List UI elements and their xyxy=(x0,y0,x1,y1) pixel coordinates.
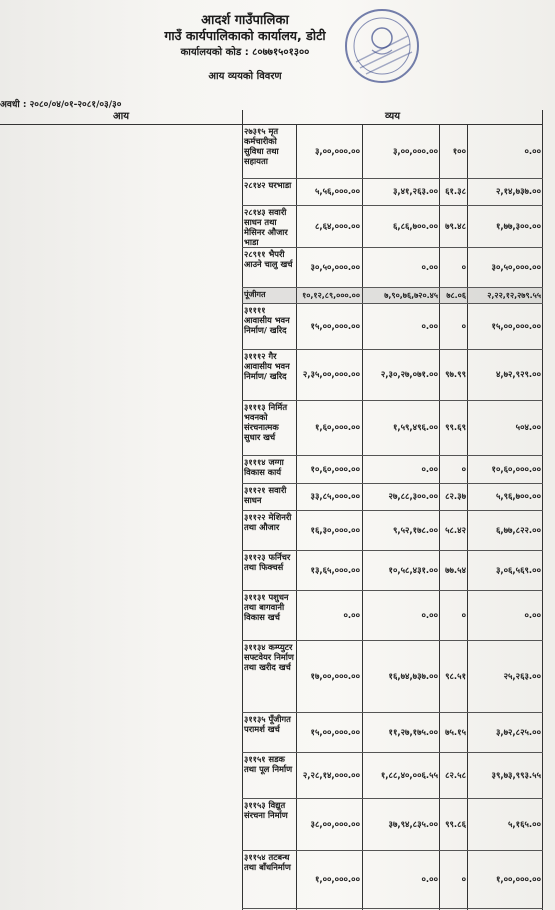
row-percent: ७८.०६ xyxy=(446,290,466,300)
row-expense: १६,७४,७३७.०० xyxy=(388,671,438,682)
row-expense: ०.०० xyxy=(421,321,438,332)
row-label: ३११३४ कम्प्युटर सफ्टवेयर निर्माण तथा खरीद खर्च xyxy=(244,642,294,672)
table-row xyxy=(242,205,543,248)
row-expense: ०.०० xyxy=(421,874,438,885)
row-remaining: १५,००,०००.०० xyxy=(491,321,541,332)
row-expense: ३७,९४,८३५.०० xyxy=(388,819,438,830)
row-expense: ९,५२,१७८.०० xyxy=(392,525,438,536)
table-row xyxy=(242,124,543,179)
row-label: ३११२१ सवारी साधन xyxy=(244,485,287,505)
row-label: ३१११४ जग्गा विकास कार्य xyxy=(244,457,284,477)
row-percent: ५८.४२ xyxy=(445,525,466,536)
row-budget: १०,६०,०००.०० xyxy=(310,464,360,475)
row-budget: ३०,५०,०००.०० xyxy=(310,262,360,273)
row-remaining: ०.०० xyxy=(524,610,541,621)
row-remaining: ४,७२,९२९.०० xyxy=(495,370,541,380)
office-seal-stamp xyxy=(342,6,422,86)
row-percent: ० xyxy=(461,321,466,332)
table-row xyxy=(242,349,543,401)
table-row xyxy=(242,247,543,288)
row-budget: २,३५,००,०००.०० xyxy=(302,370,360,380)
row-label: २८१४२ घरभाडा xyxy=(244,180,292,190)
table-row xyxy=(242,752,543,799)
table-row xyxy=(242,850,543,909)
row-label: ३१११२ गैर आवासीय भवन निर्माण/ खरिद xyxy=(244,351,290,381)
row-remaining: ३,०६,५६९.०० xyxy=(495,565,541,576)
row-percent: ८२.३७ xyxy=(445,492,466,502)
row-percent: ७५.१५ xyxy=(445,727,466,738)
document-header xyxy=(0,0,555,95)
row-expense: ११,२७,१७५.०० xyxy=(388,727,438,738)
table-row xyxy=(242,550,543,591)
row-budget: १,००,०००.०० xyxy=(314,874,360,885)
row-expense: ७,९०,७६,७२०.४५ xyxy=(384,290,438,300)
row-remaining: २५,२६३.०० xyxy=(503,671,541,682)
row-percent: ९९.८६ xyxy=(445,819,466,830)
row-budget: २,२८,१४,०००.०० xyxy=(302,770,360,781)
report-period: अवधी : २०८०/०४/०१-२०८१/०३/३० xyxy=(0,100,122,110)
row-budget: १६,३०,०००.०० xyxy=(310,525,360,536)
row-expense: १,५९,४९६.०० xyxy=(392,423,438,433)
row-label: २७३१५ मृत कर्मचारीको सुविधा तथा सहायता xyxy=(244,126,279,166)
table-row xyxy=(242,303,543,350)
expenditure-column-header: व्यय xyxy=(242,110,543,125)
row-budget: ०.०० xyxy=(343,610,360,621)
row-remaining: ५,९६,७००.०० xyxy=(495,492,541,502)
table-row xyxy=(242,178,543,206)
table-row xyxy=(242,590,543,641)
office-name: गाउँ कार्यपालिकाको कार्यालय, डोटी xyxy=(164,28,326,43)
row-remaining: २,१४,७३७.०० xyxy=(495,187,541,197)
row-remaining: ३९,७३,९९३.५५ xyxy=(491,770,541,781)
row-label: २८९११ भैपरी आउने चालु खर्च xyxy=(244,249,293,269)
row-label: ३११२२ मेशिनरी तथा औजार xyxy=(244,512,292,532)
row-budget: ३८,००,०००.०० xyxy=(310,819,360,830)
row-budget: ८,६४,०००.०० xyxy=(314,221,360,232)
row-remaining: ६,७७,८२२.०० xyxy=(495,525,541,536)
row-expense: ०.०० xyxy=(421,262,438,273)
income-expenditure-table xyxy=(0,110,543,910)
row-expense: ३,००,०००.०० xyxy=(392,146,438,157)
row-percent: ८२.५८ xyxy=(445,770,466,781)
row-expense: ३,४१,२६३.०० xyxy=(392,187,438,197)
row-percent: ९८.५१ xyxy=(445,671,466,682)
row-budget: १३,६५,०००.०० xyxy=(310,565,360,576)
table-row-capital-total xyxy=(242,287,543,304)
row-label: ३११३१ पशुधन तथा बागवानी विकास खर्च xyxy=(244,592,289,622)
row-label: ३११३५ पूँजीगत परामर्श खर्च xyxy=(244,714,291,734)
row-expense: २७,८८,३००.०० xyxy=(388,492,438,502)
row-percent: ० xyxy=(461,464,466,475)
row-remaining: ३०,५०,०००.०० xyxy=(491,262,541,273)
row-label: ३११११ आवासीय भवन निर्माण/ खरिद xyxy=(244,305,290,335)
row-percent: ० xyxy=(461,610,466,621)
table-row xyxy=(242,455,543,484)
row-percent: ७७.५४ xyxy=(445,565,466,576)
row-label: ३१११३ निर्मित भवनको संरचनात्मक सुधार खर्च xyxy=(244,402,288,442)
row-remaining: २,२२,१२,२७९.५५ xyxy=(487,290,541,300)
row-percent: ७९.४८ xyxy=(445,221,466,232)
row-label: पूंजीगत xyxy=(244,290,266,299)
row-expense: २,३०,२७,०७१.०० xyxy=(380,370,438,380)
row-expense: ०.०० xyxy=(421,464,438,475)
row-budget: १५,००,०००.०० xyxy=(310,727,360,738)
row-percent: १०० xyxy=(452,146,466,157)
table-row xyxy=(242,798,543,851)
row-remaining: ५०४.०० xyxy=(515,423,541,433)
table-row xyxy=(242,400,543,456)
row-budget: १७,००,०००.०० xyxy=(310,671,360,682)
row-budget: ३३,८५,०००.०० xyxy=(310,492,360,502)
table-row xyxy=(242,640,543,713)
row-remaining: ५,१६५.०० xyxy=(508,819,541,830)
row-budget: १०,१२,८९,०००.०० xyxy=(302,290,360,300)
row-budget: ५,५६,०००.०० xyxy=(314,187,360,197)
table-row xyxy=(242,510,543,551)
row-remaining: १,७७,३००.०० xyxy=(495,221,541,232)
row-remaining: ०.०० xyxy=(524,146,541,157)
table-row xyxy=(242,483,543,511)
row-expense: ६,८६,७००.०० xyxy=(392,221,438,232)
row-label: ३११२३ फर्निचर तथा फिक्चर्स xyxy=(244,552,291,572)
row-percent: ९९.६९ xyxy=(445,423,466,433)
row-remaining: १,००,०००.०० xyxy=(495,874,541,885)
income-column-header: आय xyxy=(0,110,242,125)
row-label: ३११५४ तटबन्ध तथा बाँधनिर्माण xyxy=(244,852,291,872)
row-percent: ९७.९९ xyxy=(445,370,466,380)
row-percent: ० xyxy=(461,262,466,273)
row-label: ३११५३ विद्युत संरचना निर्माण xyxy=(244,800,288,820)
row-budget: १५,००,०००.०० xyxy=(310,321,360,332)
row-label: २८१४३ सवारी साधन तथा मेसिनर औजार भाडा xyxy=(244,207,288,247)
row-expense: ०.०० xyxy=(421,610,438,621)
row-budget: १,६०,०००.०० xyxy=(314,423,360,433)
row-remaining: ३,७२,८२५.०० xyxy=(495,727,541,738)
row-expense: १०,५८,४३१.०० xyxy=(388,565,438,576)
row-percent: ० xyxy=(461,874,466,885)
row-label: ३११५१ सडक तथा पूल निर्माण xyxy=(244,754,293,774)
municipality-name: आदर्श गाउँपालिका xyxy=(201,13,289,28)
report-title: आय व्ययको विवरण xyxy=(208,71,282,82)
office-code: कार्यालयको कोड : ८०७७१५०१३०० xyxy=(180,47,310,58)
row-expense: १,८८,४०,००६.५५ xyxy=(380,770,438,781)
row-budget: ३,००,०००.०० xyxy=(314,146,360,157)
table-row xyxy=(242,712,543,753)
row-remaining: १०,६०,०००.०० xyxy=(491,464,541,475)
row-percent: ६१.३८ xyxy=(445,187,466,197)
